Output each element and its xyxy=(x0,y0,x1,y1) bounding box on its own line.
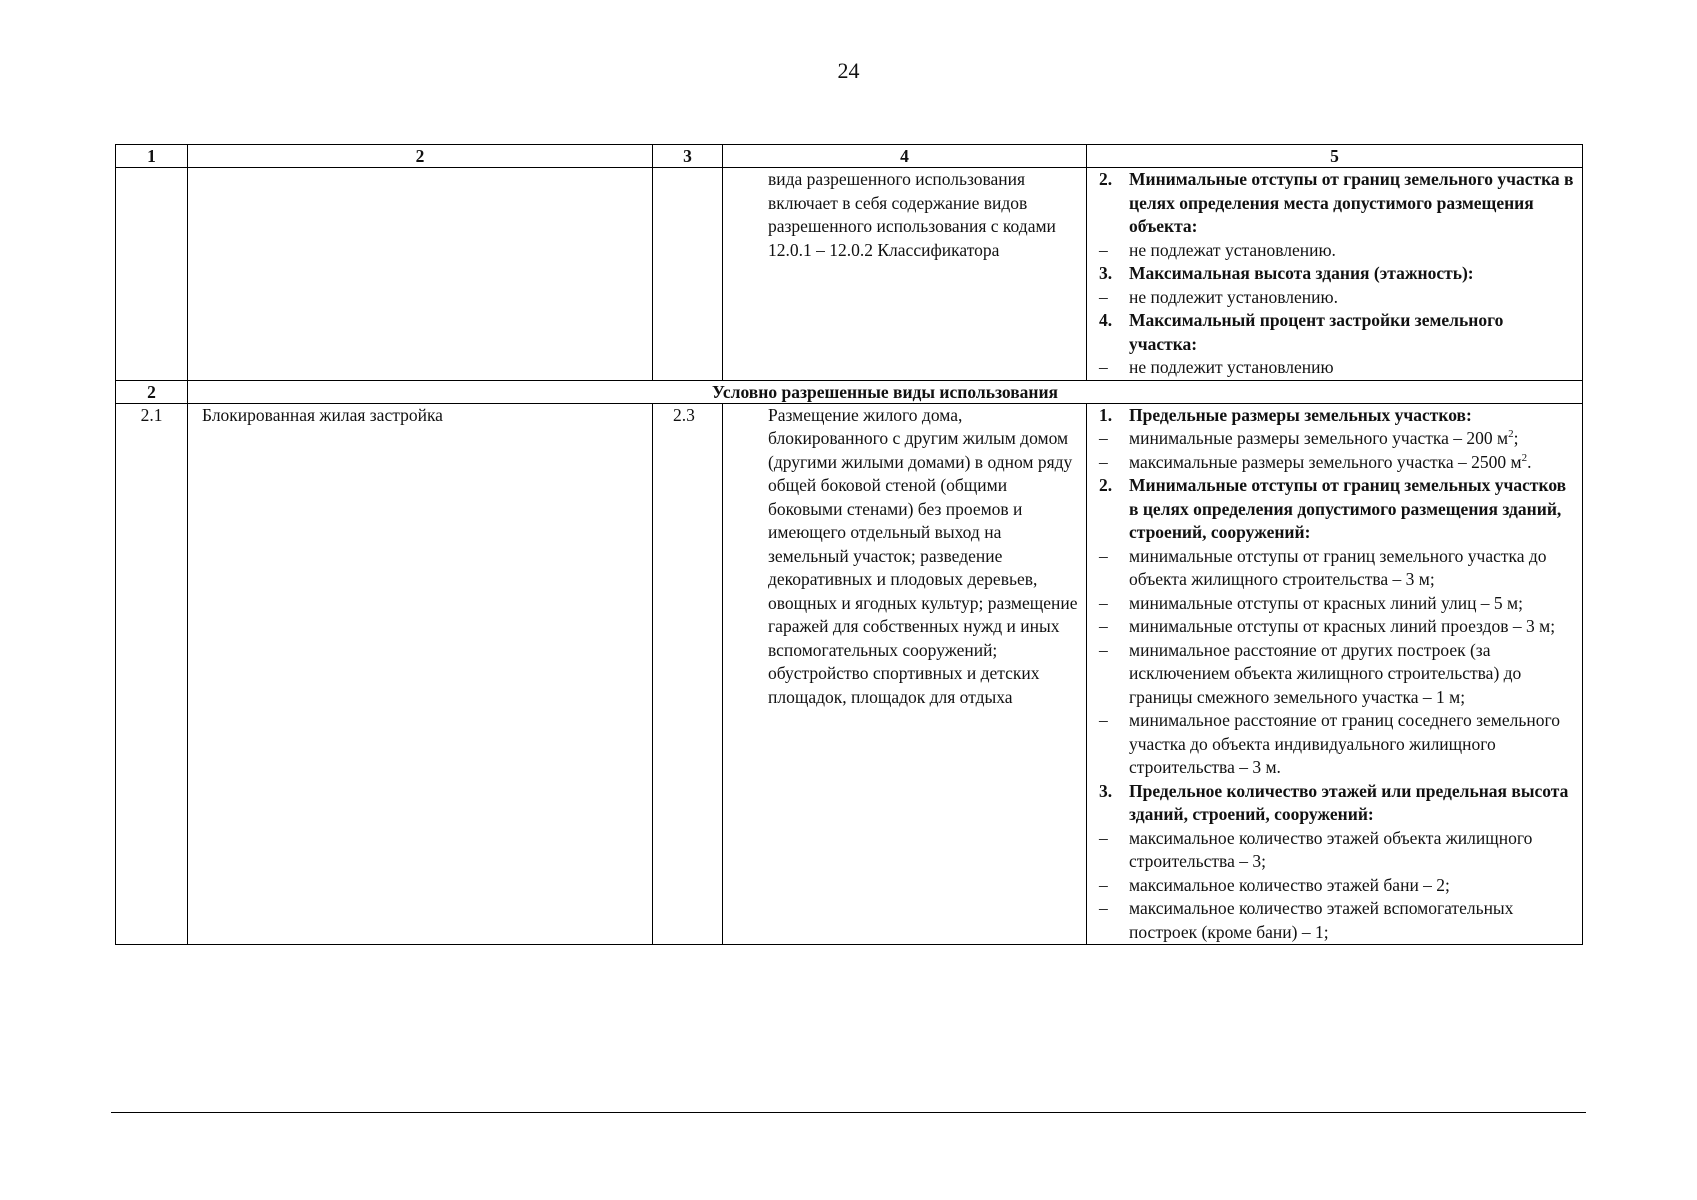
param-text xyxy=(1129,451,1574,475)
param-text xyxy=(1129,427,1574,451)
table-row xyxy=(116,403,1583,945)
row-name: Блокированная жилая застройка xyxy=(188,403,653,945)
continued-params xyxy=(1087,168,1583,381)
param-number: 2. xyxy=(1099,169,1113,189)
param-text xyxy=(1129,709,1574,780)
param-text xyxy=(1129,615,1574,639)
dash-marker: – xyxy=(1099,286,1108,307)
section-num: 2 xyxy=(116,380,188,403)
header-col-1: 1 xyxy=(116,145,188,168)
continued-params-list xyxy=(1099,168,1574,380)
param-number: 2. xyxy=(1099,475,1113,495)
dash-marker: – xyxy=(1099,639,1108,660)
param-text-main: не подлежит установлению. xyxy=(1129,286,1338,307)
superscript: 2 xyxy=(1521,451,1528,464)
param-heading xyxy=(1099,262,1574,286)
param-item xyxy=(1099,286,1574,310)
param-text xyxy=(1129,780,1574,827)
param-text-main: максимальное количество этажей вспомогательных построек (кроме бани) – 1; xyxy=(1129,898,1514,942)
param-text xyxy=(1129,356,1574,380)
dash-marker: – xyxy=(1099,898,1108,918)
param-item xyxy=(1099,427,1574,451)
param-text-main: Минимальные отступы от границ земельного участка в целях определения места допустимого размещения объекта: xyxy=(1129,169,1574,236)
param-heading xyxy=(1099,780,1574,827)
param-item xyxy=(1099,356,1574,380)
header-col-4: 4 xyxy=(723,145,1087,168)
continued-row xyxy=(116,168,1583,381)
param-text xyxy=(1129,309,1574,356)
section-row xyxy=(116,380,1583,403)
param-number: 1. xyxy=(1099,404,1113,425)
footer-rule xyxy=(111,1112,1586,1113)
param-text-main: максимальное количество этажей объекта жилищного строительства – 3; xyxy=(1129,827,1533,871)
param-item xyxy=(1099,615,1574,639)
param-item xyxy=(1099,709,1574,780)
param-text-main: Максимальная высота здания (этажность): xyxy=(1129,263,1474,283)
param-item xyxy=(1099,451,1574,475)
param-heading xyxy=(1099,168,1574,239)
param-text-main: минимальные размеры земельного участка – 200 м xyxy=(1129,428,1509,448)
dash-marker: – xyxy=(1099,827,1108,848)
param-text xyxy=(1129,639,1574,710)
continued-description: вида разрешенного использования включает в себя содержание видов разрешенного использования с кодами 12.0.1 – 12.0.2 Классификатора xyxy=(723,168,1087,381)
param-number: 4. xyxy=(1099,310,1113,330)
header-col-2: 2 xyxy=(188,145,653,168)
param-text xyxy=(1129,874,1574,898)
continued-name-cell xyxy=(188,168,653,381)
param-item xyxy=(1099,545,1574,592)
dash-marker: – xyxy=(1099,357,1108,377)
dash-marker: – xyxy=(1099,428,1108,448)
param-text-main: максимальное количество этажей бани – 2; xyxy=(1129,874,1450,895)
param-number: 3. xyxy=(1099,263,1113,283)
param-text-main: не подлежит установлению xyxy=(1129,357,1334,377)
param-text-main: Предельные размеры земельных участков: xyxy=(1129,404,1472,425)
row-params-list xyxy=(1099,404,1574,945)
param-item xyxy=(1099,827,1574,874)
param-text-main: Предельное количество этажей или предельная высота зданий, строений, сооружений: xyxy=(1129,780,1569,824)
param-text xyxy=(1129,827,1574,874)
param-text xyxy=(1129,474,1574,545)
param-text xyxy=(1129,897,1574,944)
param-item xyxy=(1099,239,1574,263)
param-text-main: не подлежат установлению. xyxy=(1129,239,1336,260)
row-params xyxy=(1087,403,1583,945)
dash-marker: – xyxy=(1099,451,1108,472)
param-text xyxy=(1129,404,1574,428)
param-text-main: Минимальные отступы от границ земельных участков в целях определения допустимого размещения зданий, строений, сооружений: xyxy=(1129,475,1567,542)
dash-marker: – xyxy=(1099,239,1108,260)
dash-marker: – xyxy=(1099,545,1108,566)
param-text-main: минимальное расстояние от границ соседнего земельного участка до объекта индивидуального жилищного строительства – 3 м. xyxy=(1129,710,1560,777)
section-title: Условно разрешенные виды использования xyxy=(188,380,1583,403)
page-number: 24 xyxy=(837,58,860,83)
row-num: 2.1 xyxy=(116,403,188,945)
param-heading xyxy=(1099,309,1574,356)
param-item xyxy=(1099,592,1574,616)
param-text-tail: . xyxy=(1527,451,1532,472)
header-col-5: 5 xyxy=(1087,145,1583,168)
param-text-main: минимальные отступы от красных линий проездов – 3 м; xyxy=(1129,616,1556,636)
param-text-tail: ; xyxy=(1513,428,1519,448)
param-text-main: минимальные отступы от границ земельного участка до объекта жилищного строительства – 3 м; xyxy=(1129,545,1547,589)
row-code: 2.3 xyxy=(653,403,723,945)
param-text-main: минимальные отступы от красных линий улиц – 5 м; xyxy=(1129,592,1523,613)
superscript: 2 xyxy=(1508,428,1514,441)
param-item xyxy=(1099,874,1574,898)
row-description: Размещение жилого дома, блокированного с другим жилым домом (другими жилыми домами) в одном ряду общей боковой стеной (общими боковыми стенами) без проемов и имеющего отдельный выход на земельный участок; разведение декоративных и плодовых деревьев, овощных и ягодных культур; размещение гаражей для собственных нужд и иных вспомогательных сооружений; обустройство спортивных и детских площадок, площадок для отдыха xyxy=(723,403,1087,945)
param-text-main: Максимальный процент застройки земельного участка: xyxy=(1129,310,1504,354)
param-text xyxy=(1129,239,1574,263)
dash-marker: – xyxy=(1099,592,1108,613)
continued-num-cell xyxy=(116,168,188,381)
param-item xyxy=(1099,639,1574,710)
header-row xyxy=(116,145,1583,168)
param-heading xyxy=(1099,474,1574,545)
param-text-main: минимальное расстояние от других построек (за исключением объекта жилищного строительства) до границы смежного земельного участка – 1 м; xyxy=(1129,639,1522,707)
continued-code-cell xyxy=(653,168,723,381)
param-text-main: максимальные размеры земельного участка – 2500 м xyxy=(1129,451,1522,472)
param-text xyxy=(1129,262,1574,286)
dash-marker: – xyxy=(1099,874,1108,895)
param-number: 3. xyxy=(1099,780,1113,801)
param-heading xyxy=(1099,404,1574,428)
param-item xyxy=(1099,897,1574,944)
header-col-3: 3 xyxy=(653,145,723,168)
param-text xyxy=(1129,286,1574,310)
dash-marker: – xyxy=(1099,710,1108,730)
param-text xyxy=(1129,168,1574,239)
param-text xyxy=(1129,545,1574,592)
param-text xyxy=(1129,592,1574,616)
dash-marker: – xyxy=(1099,616,1108,636)
land-use-table xyxy=(115,144,1583,945)
